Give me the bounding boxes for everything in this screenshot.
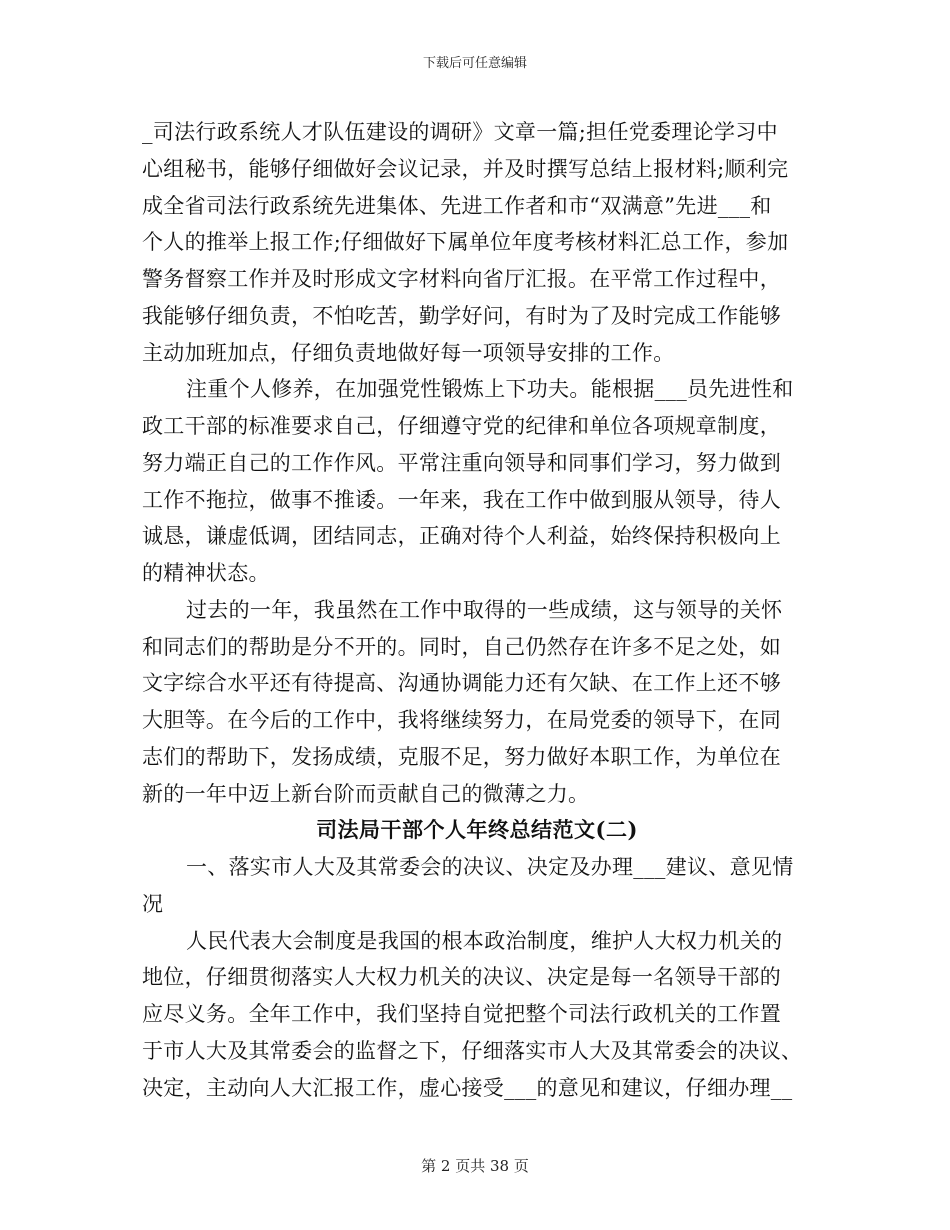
page-header: 下载后可任意编辑 <box>422 56 527 71</box>
text-line: 我能够仔细负责，不怕吃苦，勤学好问，有时为了及时完成工作能够 <box>142 303 781 328</box>
paragraph-start: 过去的一年，我虽然在工作中取得的一些成绩，这与领导的关怀 <box>186 597 783 622</box>
document-body <box>142 114 812 1106</box>
text-line: 于市人大及其常委会的监督之下，仔细落实市人大及其常委会的决议、 <box>142 1038 803 1063</box>
text-line: 的精神状态。 <box>142 561 270 585</box>
text-line: 诚恳，谦虚低调，团结同志，正确对待个人利益，始终保持积极向上 <box>142 524 781 549</box>
text-line: 工作不拖拉，做事不推诿。一年来，我在工作中做到服从领导，待人 <box>142 487 781 512</box>
text-line: 警务督察工作并及时形成文字材料向省厅汇报。在平常工作过程中， <box>142 267 781 291</box>
text-line: 新的一年中迈上新台阶而贡献自己的微薄之力。 <box>142 781 590 806</box>
text-line: 大胆等。在今后的工作中，我将继续努力，在局党委的领导下，在同 <box>142 708 781 732</box>
text-line: 地位，仔细贯彻落实人大权力机关的决议、决定是每一名领导干部的 <box>142 965 781 990</box>
text-line: _司法行政系统人才队伍建设的调研》文章一篇;担任党委理论学习中 <box>142 120 778 144</box>
paragraph-start: 注重个人修养，在加强党性锻炼上下功夫。能根据___员先进性和 <box>186 377 794 402</box>
section-heading: 司法局干部个人年终总结范文(二) <box>316 817 638 843</box>
paragraph-start: 人民代表大会制度是我国的根本政治制度，维护人大权力机关的 <box>186 928 783 953</box>
text-line: 个人的推举上报工作;仔细做好下属单位年度考核材料汇总工作，参加 <box>142 230 789 255</box>
text-line: 况 <box>142 891 164 916</box>
paragraph-start: 一、落实市人大及其常委会的决议、决定及办理___建议、意见情 <box>186 855 794 879</box>
text-line: 决定，主动向人大汇报工作，虚心接受___的意见和建议，仔细办理__ <box>142 1075 793 1100</box>
text-line: 志们的帮助下，发扬成绩，克服不足，努力做好本职工作，为单位在 <box>142 744 781 769</box>
text-line: 成全省司法行政系统先进集体、先进工作者和市“双满意”先进___和 <box>142 193 772 218</box>
text-line: 努力端正自己的工作作风。平常注重向领导和同事们学习，努力做到 <box>142 450 781 475</box>
text-line: 文字综合水平还有待提高、沟通协调能力还有欠缺、在工作上还不够 <box>142 671 781 696</box>
page-footer: 第 2 页共 38 页 <box>421 1157 529 1175</box>
text-line: 心组秘书，能够仔细做好会议记录，并及时撰写总结上报材料;顺利完 <box>142 156 789 181</box>
text-line: 应尽义务。全年工作中，我们坚持自觉把整个司法行政机关的工作置 <box>142 1002 781 1026</box>
text-line: 政工干部的标准要求自己，仔细遵守党的纪律和单位各项规章制度， <box>142 414 781 438</box>
text-line: 主动加班加点，仔细负责地做好每一项领导安排的工作。 <box>142 340 675 365</box>
text-line: 和同志们的帮助是分不开的。同时，自己仍然存在许多不足之处，如 <box>142 634 781 659</box>
